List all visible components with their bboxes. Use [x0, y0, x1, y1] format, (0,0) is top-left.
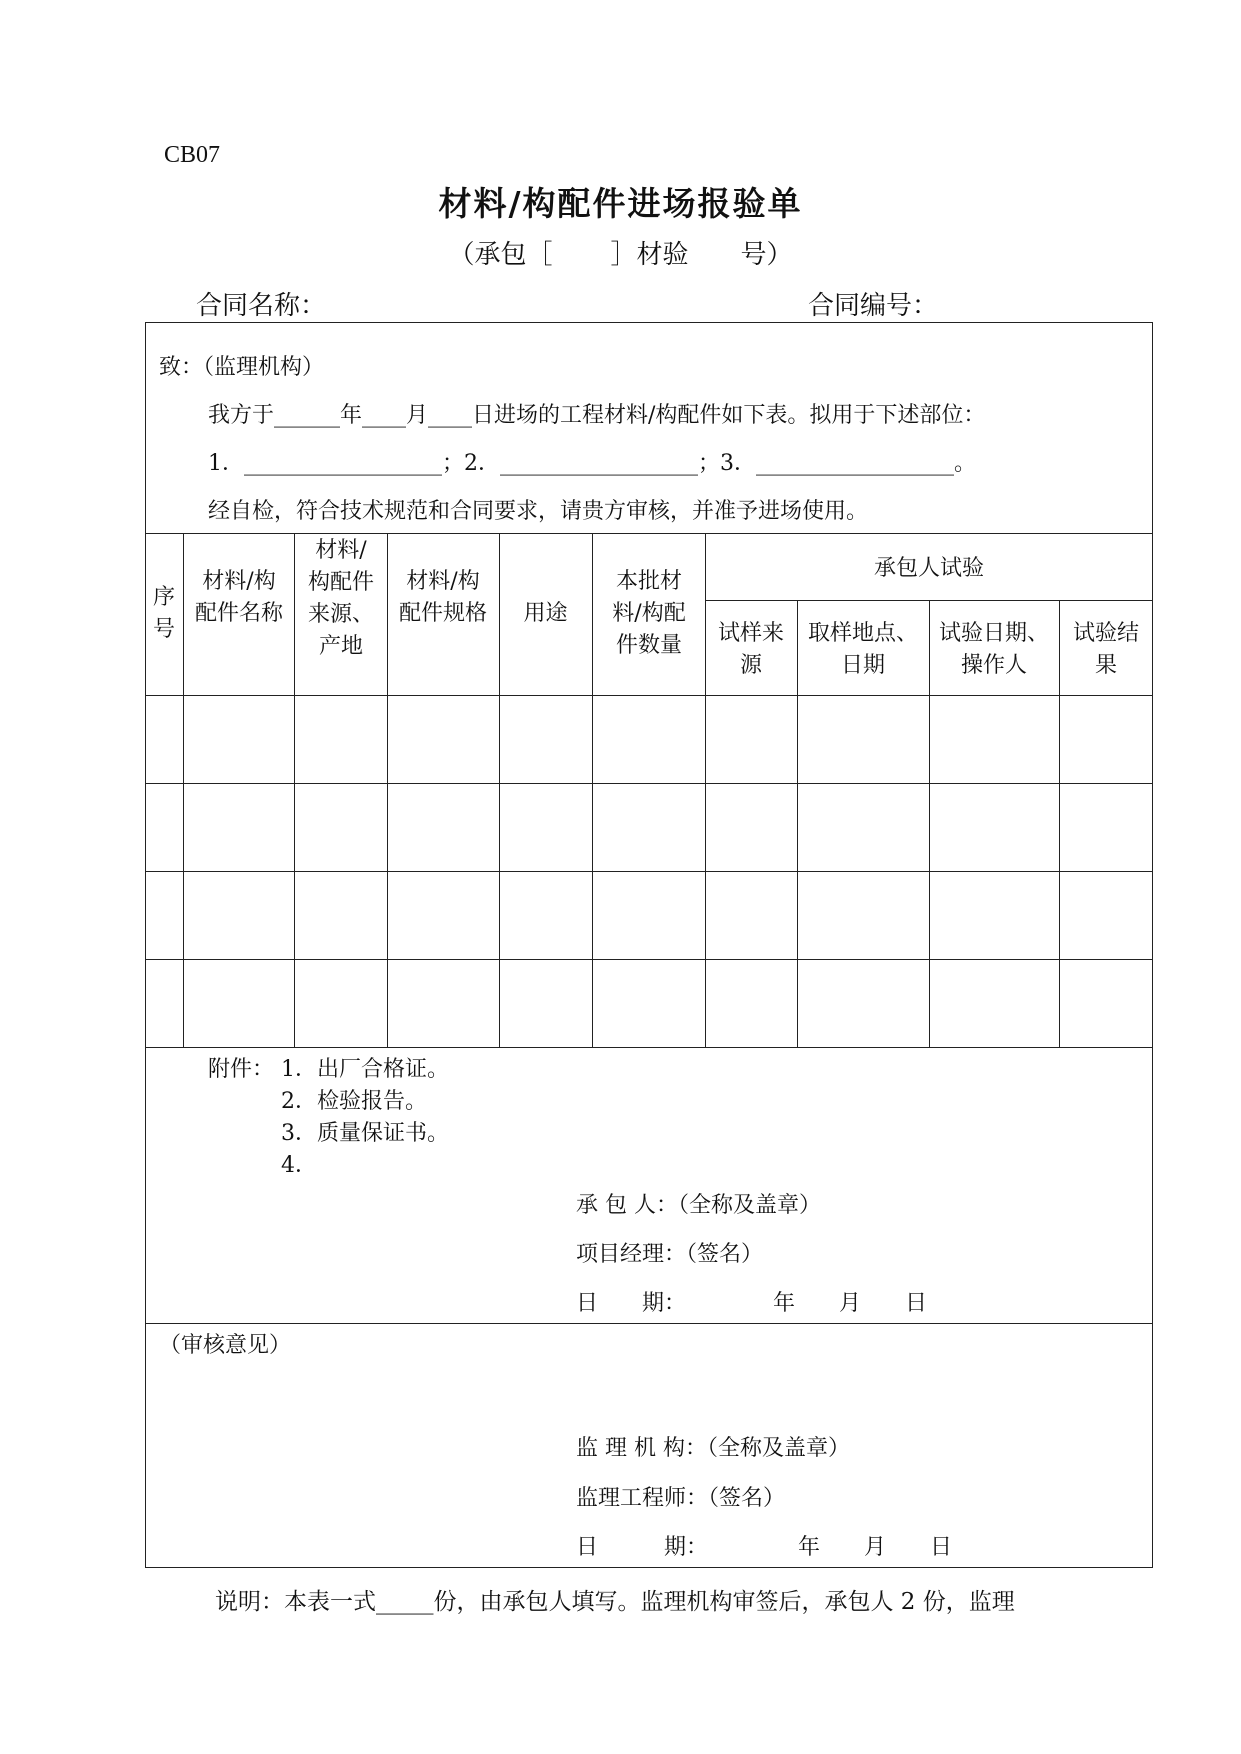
header-material-origin: 材料/构配件来源、产地	[308, 538, 375, 659]
table-cell[interactable]	[501, 873, 590, 957]
contractor-date-units: 年 月 日	[773, 1291, 928, 1316]
table-cell[interactable]	[501, 785, 590, 869]
col-line	[929, 600, 930, 1047]
table-cell[interactable]	[931, 785, 1057, 869]
table-cell[interactable]	[1061, 873, 1151, 957]
table-cell[interactable]	[931, 873, 1057, 957]
table-cell[interactable]	[389, 697, 497, 781]
form-number-prefix: （承包［	[448, 240, 553, 270]
table-cell[interactable]	[389, 785, 497, 869]
table-bottom-line	[145, 1047, 1153, 1048]
table-cell[interactable]	[296, 785, 385, 869]
row-line	[145, 959, 1153, 960]
footer-note: 说明：本表一式_____份，由承包人填写。监理机构审签后，承包人 2 份，监理	[215, 1589, 1015, 1615]
table-cell[interactable]	[185, 961, 292, 1045]
attachment-item: 2．检验报告。	[281, 1089, 427, 1114]
table-cell[interactable]	[389, 873, 497, 957]
col-line	[387, 533, 388, 1047]
attachment-item: 3．质量保证书。	[281, 1121, 449, 1146]
table-cell[interactable]	[185, 873, 292, 957]
header-test-result: 试验结果	[1072, 621, 1139, 678]
table-cell[interactable]	[296, 697, 385, 781]
header-sampling-place-date: 取样地点、日期	[807, 621, 918, 678]
contract-number-label: 合同编号：	[808, 291, 939, 321]
header-contractor-test: 承包人试验	[873, 556, 984, 581]
project-manager-line: 项目经理：（签名）	[576, 1242, 764, 1267]
table-cell[interactable]	[594, 697, 703, 781]
intro-line-entry-date: 我方于______年____月____日进场的工程材料/构配件如下表。拟用于下述部位：	[208, 403, 986, 428]
addressee: 致：（监理机构）	[159, 355, 325, 380]
attachment-item: 1．出厂合格证。	[281, 1057, 449, 1082]
table-cell[interactable]	[594, 873, 703, 957]
page-title: 材料/构配件进场报验单	[438, 184, 803, 223]
col-line	[183, 533, 184, 1047]
table-cell[interactable]	[931, 697, 1057, 781]
table-cell[interactable]	[147, 785, 181, 869]
attachment-item: 4．	[281, 1153, 317, 1178]
supervision-agency-line: 监 理 机 构：（全称及盖章）	[576, 1436, 850, 1461]
contractor-date-label: 日 期：	[576, 1291, 687, 1316]
intro-line-locations: 1．__________________；2．__________________；3．__________________。	[208, 451, 976, 476]
review-date-label: 日 期：	[576, 1535, 709, 1560]
table-cell[interactable]	[707, 697, 795, 781]
review-date-units: 年 月 日	[798, 1535, 953, 1560]
review-top-line	[145, 1323, 1153, 1324]
col-line	[705, 533, 706, 1047]
form-number-middle: ］材验	[610, 240, 689, 270]
form-number-suffix: 号）	[740, 240, 793, 270]
table-cell[interactable]	[1061, 697, 1151, 781]
header-seq: 序号	[152, 585, 175, 642]
table-cell[interactable]	[501, 697, 590, 781]
table-cell[interactable]	[296, 961, 385, 1045]
header-test-date-operator: 试验日期、操作人	[938, 621, 1049, 678]
table-cell[interactable]	[1061, 961, 1151, 1045]
contractor-seal-line: 承 包 人：（全称及盖章）	[576, 1193, 821, 1218]
intro-line-self-check: 经自检，符合技术规范和合同要求，请贵方审核，并准予进场使用。	[208, 499, 869, 524]
col-line	[592, 533, 593, 1047]
col-line	[294, 533, 295, 1047]
col-line	[797, 600, 798, 1047]
header-material-name: 材料/构配件名称	[194, 569, 283, 626]
table-cell[interactable]	[389, 961, 497, 1045]
row-line	[145, 871, 1153, 872]
table-cell[interactable]	[799, 785, 927, 869]
header-use: 用途	[523, 601, 568, 626]
table-cell[interactable]	[931, 961, 1057, 1045]
table-cell[interactable]	[594, 785, 703, 869]
header-sample-source: 试样来源	[717, 621, 784, 678]
table-cell[interactable]	[799, 873, 927, 957]
table-cell[interactable]	[799, 697, 927, 781]
form-code: CB07	[164, 142, 221, 168]
table-cell[interactable]	[1061, 785, 1151, 869]
header-batch-quantity: 本批材料/构配件数量	[612, 569, 686, 658]
row-line	[145, 783, 1153, 784]
table-cell[interactable]	[147, 873, 181, 957]
table-cell[interactable]	[707, 785, 795, 869]
contract-name-label: 合同名称：	[196, 291, 327, 321]
table-cell[interactable]	[594, 961, 703, 1045]
table-cell[interactable]	[501, 961, 590, 1045]
review-opinion-label: （审核意见）	[159, 1333, 292, 1358]
header-material-spec: 材料/构配件规格	[398, 569, 487, 626]
table-header-bottom-line	[145, 695, 1153, 696]
table-cell[interactable]	[185, 697, 292, 781]
form-number-line	[0, 234, 1241, 271]
table-cell[interactable]	[707, 873, 795, 957]
table-cell[interactable]	[185, 785, 292, 869]
table-cell[interactable]	[707, 961, 795, 1045]
table-top-line	[145, 533, 1153, 534]
supervision-engineer-line: 监理工程师：（签名）	[576, 1486, 786, 1511]
table-cell[interactable]	[147, 961, 181, 1045]
table-cell[interactable]	[799, 961, 927, 1045]
attachments-label: 附件：	[208, 1057, 275, 1082]
col-line	[1059, 600, 1060, 1047]
table-cell[interactable]	[296, 873, 385, 957]
table-cell[interactable]	[147, 697, 181, 781]
